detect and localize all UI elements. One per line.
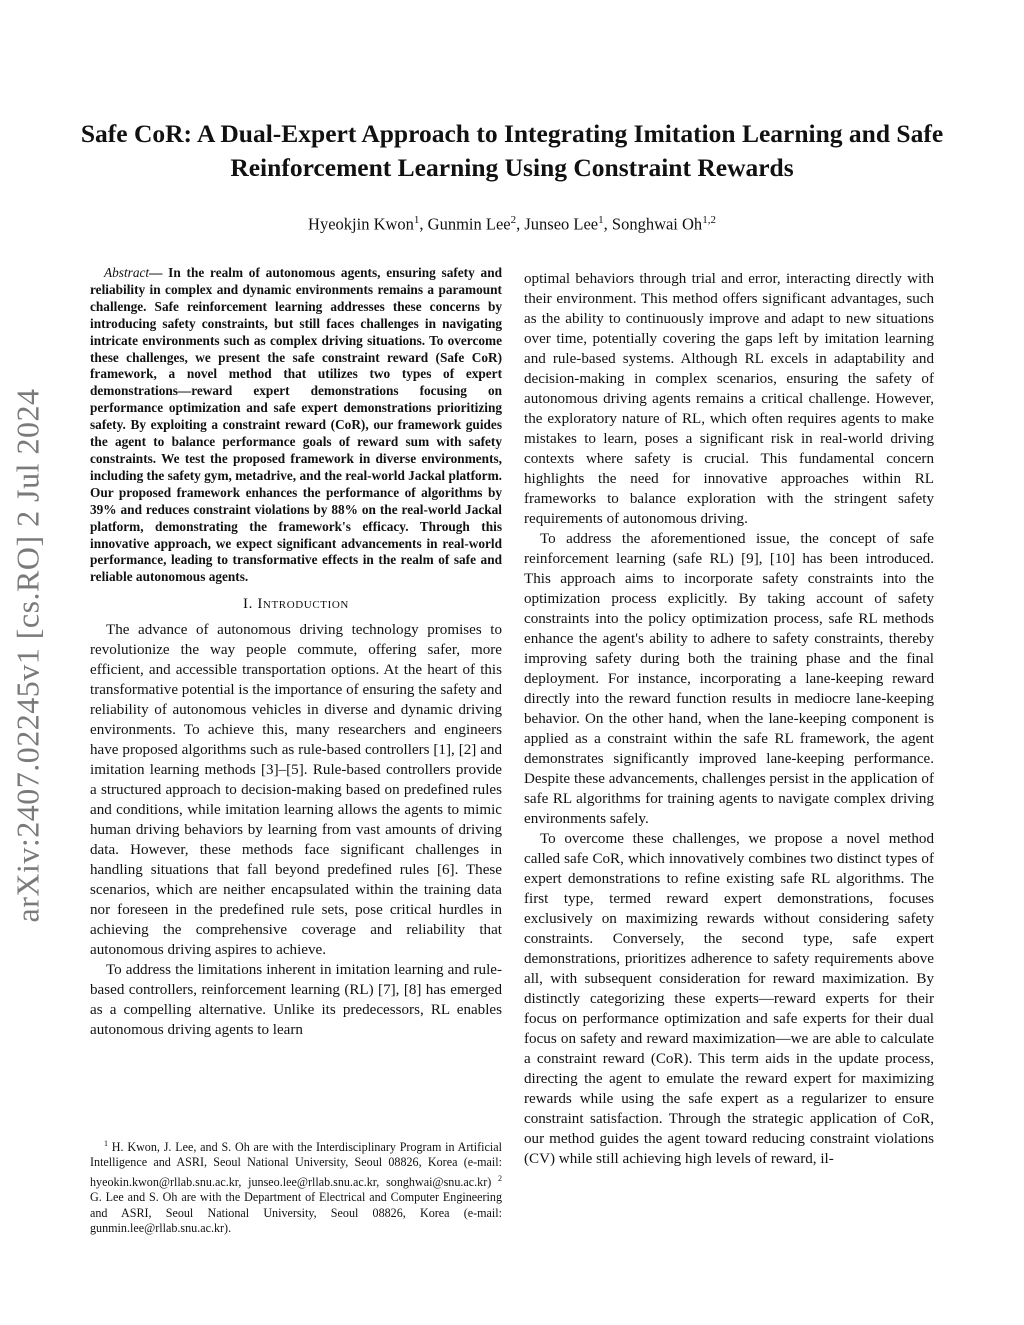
footnote-text: G. Lee and S. Oh are with the Department of Electrical and Computer Engineering and ASRI, Seoul National University, Seoul 08826, Korea (e-mail: gunmin.lee@rllab.snu.ac.kr).: [90, 1190, 502, 1236]
intro-paragraph: To address the aforementioned issue, the concept of safe reinforcement learning (safe RL) [9], [10] has been introduced. This approach aims to incorporate safety constraints into the optimization process explicitly. By taking account of safety constraints into the policy optimization process, safe RL methods enhance the agent's ability to adhere to safety constraints, thereby improving safety during both the training phase and the final deployment. For instance, incorporating a lane-keeping reward directly into the reward function results in mediocre lane-keeping behavior. On the other hand, when the lane-keeping component is applied as a constraint within the safe RL framework, the agent demonstrates significantly improved lane-keeping performance. Despite these advancements, challenges persist in the application of safe RL algorithms for training agents to navigate complex driving environments safely.: [524, 531, 934, 827]
author-separator: ,: [419, 214, 428, 234]
section-title: Introduction: [257, 596, 349, 613]
left-column: [90, 265, 502, 1040]
author-name: Hyeokjin Kwon: [308, 214, 414, 234]
intro-paragraph: optimal behaviors through trial and error, interacting directly with their environment. This method offers significant advantages, such as the ability to continuously improve and adapt to new situations over time, potentially covering the gaps left by imitation learning and rule-based systems. Although RL excels in adaptability and decision-making in complex scenarios, ensuring the safety of autonomous driving agents remains a critical challenge. However, the exploratory nature of RL, which often requires agents to make mistakes to learn, poses a significant risk in real-world driving contexts where safety is crucial. This fundamental concern highlights the need for innovative approaches within RL frameworks to balance exploration with the stringent safety requirements of autonomous driving.: [524, 271, 934, 527]
abstract-label: Abstract: [104, 265, 150, 280]
arxiv-identifier-text: arXiv:2407.02245v1 [cs.RO] 2 Jul 2024: [9, 387, 46, 923]
right-column: [524, 269, 934, 1169]
intro-paragraph: To overcome these challenges, we propose a novel method called safe CoR, which innovatively combines two distinct types of expert demonstrations to refine existing safe RL algorithms. The first type, termed reward expert demonstrations, focuses exclusively on maximizing rewards without considering safety constraints. Conversely, the second type, safe expert demonstrations, prioritizes adherence to safety requirements above all, with subsequent consideration for reward maximization. By distinctly categorizing these experts—reward experts for their focus on performance optimization and safe experts for their dual focus on safety and reward maximization—we are able to calculate a constraint reward (CoR). This term aids in the update process, directing the agent to emulate the reward expert for maximizing rewards while using the safe expert as a regularizer to ensure constraint satisfaction. Through the strategic application of CoR, our method guides the agent toward reducing constraint violations (CV) while still achieving high levels of reward, il-: [524, 831, 934, 1167]
intro-paragraph: To address the limitations inherent in imitation learning and rule-based controllers, reinforcement learning (RL) [7], [8] has emerged as a compelling alternative. Unlike its predecessors, RL enables autonomous driving agents to learn: [90, 962, 502, 1039]
author-affiliation: 1,2: [702, 214, 716, 226]
footnote-mark: 2: [498, 1173, 502, 1183]
abstract: [90, 265, 502, 586]
paper-title: Safe CoR: A Dual-Expert Approach to Integrating Imitation Learning and Safe Reinforcement Learning Using Constraint Rewards: [80, 119, 944, 182]
abstract-text: In the realm of autonomous agents, ensuring safety and reliability in complex and dynamic environments remains a paramount challenge. Safe reinforcement learning addresses these concerns by introducing safety constraints, but still faces challenges in navigating intricate environments such as complex driving situations. To overcome these challenges, we present the safe constraint reward (Safe CoR) framework, a novel method that utilizes two types of expert demonstrations—reward expert demonstrations focusing on performance optimization and safe expert demonstrations prioritizing safety. By exploiting a constraint reward (CoR), our framework guides the agent to balance performance goals of reward sum with safety constraints. We test the proposed framework in diverse environments, including the safety gym, metadrive, and the real-world Jackal platform. Our proposed framework enhances the performance of algorithms by 39% and reduces constraint violations by 88% on the real-world Jackal platform, demonstrating the framework's efficacy. Through this innovative approach, we expect significant advancements in real-world performance, leading to transformative effects in the realm of safe and reliable autonomous agents.: [90, 265, 502, 585]
intro-paragraph: The advance of autonomous driving technology promises to revolutionize the way people commute, offering safer, more efficient, and accessible transportation options. At the heart of this transformative potential is the importance of ensuring the safety and reliability of autonomous vehicles in diverse and dynamic driving environments. To achieve this, many researchers and engineers have proposed algorithms such as rule-based controllers [1], [2] and imitation learning methods [3]–[5]. Rule-based controllers provide a structured approach to decision-making based on predefined rules and conditions, while imitation learning allows the agents to mimic human driving behaviors by learning from vast amounts of driving data. However, these methods face significant challenges in handling situations that fall beyond predefined rules [6]. These scenarios, which are neither encapsulated within the training data nor foreseen in the predefined rule sets, pose critical hurdles in achieving the comprehensive coverage and reliability that autonomous driving aspires to achieve.: [90, 622, 503, 959]
footnote-text: H. Kwon, J. Lee, and S. Oh are with the Interdisciplinary Program in Artificial Intelligence and ASRI, Seoul National University, Seoul 08826, Korea (e-mail: hyeokin.kwon@rllab.snu.ac.kr, junseo.lee@rllab.snu.ac.kr, songhwai@snu.ac.kr): [90, 1140, 502, 1189]
author-affiliation: 1: [598, 214, 604, 226]
author-name: Songhwai Oh: [611, 214, 703, 234]
author-affiliation: 1: [413, 214, 420, 226]
abstract-dash: —: [149, 265, 169, 280]
author-separator: ,: [516, 214, 525, 234]
author-separator: ,: [603, 214, 612, 234]
affiliation-footnote: [90, 1136, 502, 1237]
author-affiliation: 2: [510, 214, 517, 226]
author-name: Gunmin Lee: [427, 214, 511, 234]
section-number: I.: [243, 596, 258, 613]
section-heading-introduction: [90, 594, 502, 614]
footnote-mark: 1: [104, 1139, 108, 1148]
author-name: Junseo Lee: [524, 214, 599, 234]
arxiv-identifier: [2, 375, 54, 935]
author-list: [80, 209, 944, 236]
